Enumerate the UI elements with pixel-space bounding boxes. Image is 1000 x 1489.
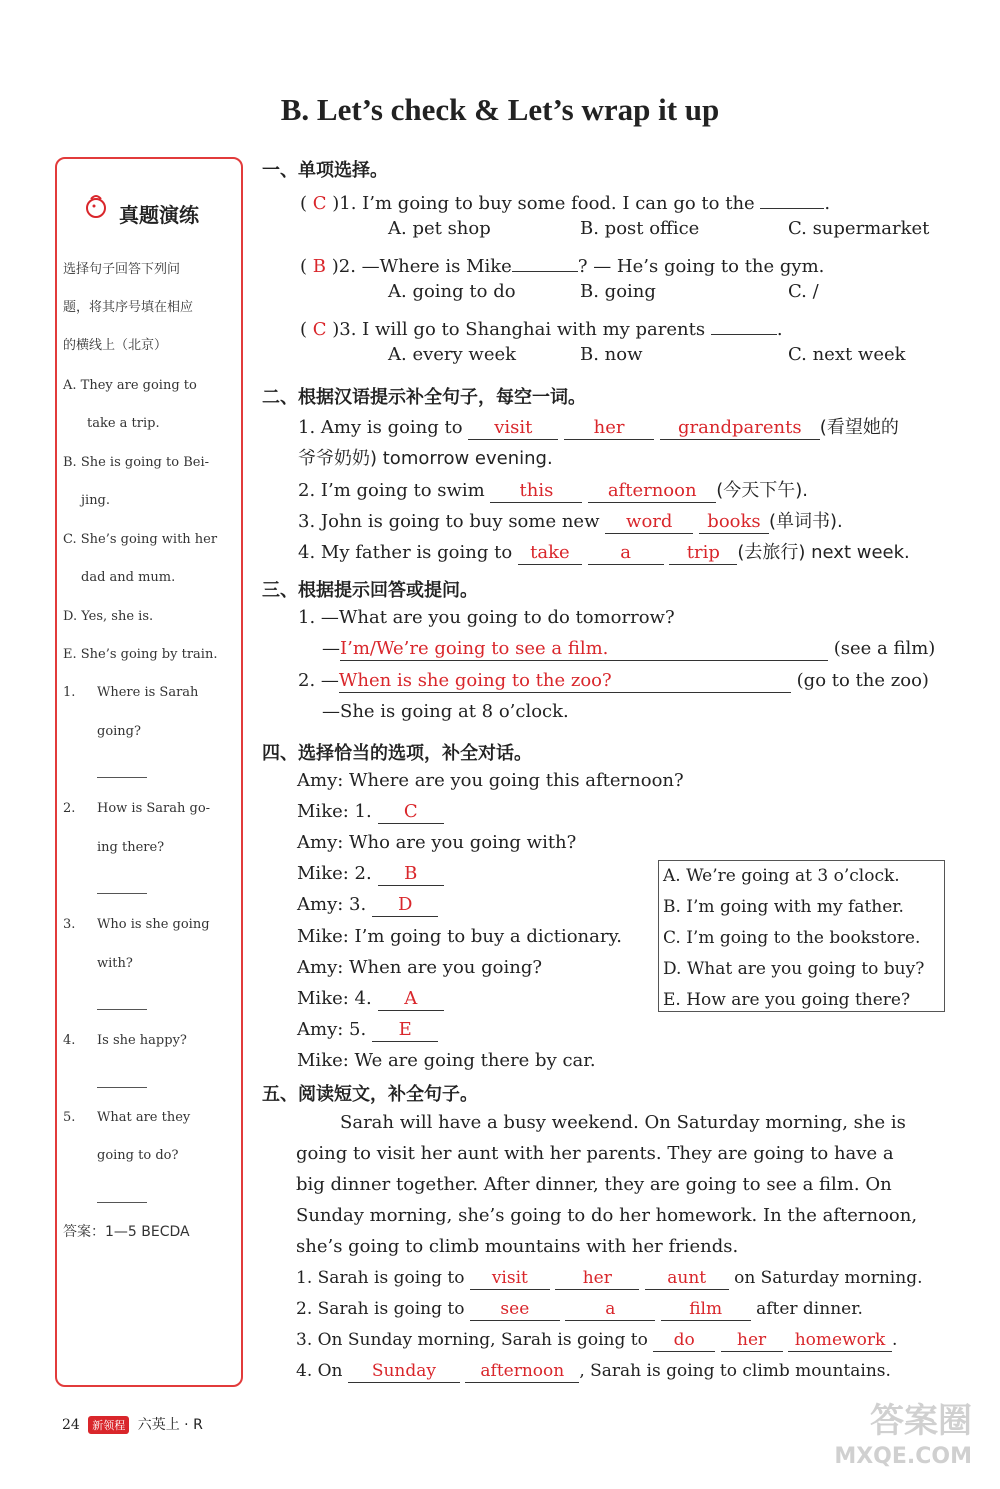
blank[interactable]: a — [565, 1298, 655, 1321]
page-number: 24 — [62, 1417, 80, 1433]
mc-answer-1[interactable]: C — [312, 193, 327, 214]
answer-line[interactable] — [97, 1009, 147, 1010]
dialog-line: Mike: I’m going to buy a dictionary. — [297, 926, 622, 947]
blank[interactable]: her — [721, 1329, 783, 1352]
mc-option[interactable]: A. pet shop — [388, 218, 491, 239]
sidebar-question-num: 3. — [63, 917, 76, 932]
mc-question-2: ( B )2. —Where is Mike ? — He’s going to the gym. — [300, 249, 824, 277]
read-fill-3: 3. On Sunday morning, Sarah is going to do her homework . — [296, 1330, 898, 1350]
passage-line: Sarah will have a busy weekend. On Saturday morning, she is — [340, 1112, 906, 1133]
blank[interactable]: Sunday — [348, 1360, 460, 1383]
blank[interactable]: a — [588, 542, 664, 565]
dialog-line: Amy: Where are you going this afternoon? — [297, 770, 684, 791]
read-fill-4: 4. On Sunday afternoon , Sarah is going to climb mountains. — [296, 1361, 891, 1381]
blank[interactable]: E — [372, 1019, 438, 1042]
blank[interactable]: word — [605, 511, 693, 534]
passage-line: she’s going to climb mountains with her friends. — [296, 1236, 739, 1257]
qa-reply-2: —She is going at 8 o’clock. — [322, 701, 569, 722]
mc-question-3: ( C )3. I will go to Shanghai with my parents . — [300, 312, 783, 340]
mc-answer-3[interactable]: C — [312, 319, 327, 340]
blank[interactable]: her — [555, 1267, 639, 1290]
mc-option[interactable]: C. next week — [788, 344, 906, 365]
sidebar-option: jing. — [81, 493, 111, 508]
sidebar-question-num: 4. — [63, 1033, 76, 1048]
sidebar-question: How is Sarah go- — [97, 801, 211, 816]
blank[interactable]: her — [564, 417, 654, 440]
sidebar-intro-3: 的横线上（北京） — [63, 338, 168, 353]
read-fill-2: 2. Sarah is going to see a film after dinner. — [296, 1299, 863, 1319]
footer — [62, 1414, 203, 1434]
blank[interactable] — [711, 312, 777, 335]
sidebar-question-num: 1. — [63, 685, 76, 700]
sidebar-question: Where is Sarah — [97, 685, 199, 700]
sidebar-question: with? — [97, 956, 133, 971]
grade-label: 六英上 · R — [137, 1417, 203, 1433]
blank[interactable]: trip — [669, 542, 737, 565]
blank[interactable]: grandparents — [660, 417, 820, 440]
box-option: A. We’re going at 3 o’clock. — [663, 866, 900, 886]
blank[interactable]: books — [699, 511, 769, 534]
read-fill-1: 1. Sarah is going to visit her aunt on Saturday morning. — [296, 1268, 923, 1288]
sidebar-intro-2: 题，将其序号填在相应 — [63, 300, 194, 315]
blank[interactable]: film — [661, 1298, 751, 1321]
sidebar-question: ing there? — [97, 840, 165, 855]
blank[interactable] — [760, 186, 824, 209]
rooster-icon — [81, 191, 111, 221]
options-box — [658, 860, 945, 1012]
blank[interactable] — [512, 249, 578, 272]
watermark: 答案圈 MXQE.COM — [834, 1401, 972, 1469]
blank[interactable]: see — [470, 1298, 560, 1321]
section-2-heading: 二、根据汉语提示补全句子，每空一词。 — [262, 387, 586, 408]
blank[interactable]: A — [378, 988, 444, 1011]
sidebar-option: dad and mum. — [81, 570, 176, 585]
section-1-heading: 一、单项选择。 — [262, 160, 388, 181]
box-option: B. I’m going with my father. — [663, 897, 904, 917]
sidebar-question: Is she happy? — [97, 1033, 187, 1048]
sidebar-option: B. She is going to Bei- — [63, 455, 209, 470]
mc-option[interactable]: A. going to do — [388, 281, 516, 302]
sidebar-heading: 真题演练 — [119, 203, 199, 227]
blank[interactable]: afternoon — [465, 1360, 579, 1383]
section-5-heading: 五、阅读短文，补全句子。 — [262, 1084, 478, 1105]
sidebar-question: going? — [97, 724, 141, 739]
box-option: D. What are you going to buy? — [663, 959, 925, 979]
dialog-line: Mike: We are going there by car. — [297, 1050, 596, 1071]
sidebar-question: Who is she going — [97, 917, 210, 932]
blank[interactable]: homework — [788, 1329, 892, 1352]
sidebar-option: C. She’s going with her — [63, 532, 218, 547]
blank[interactable]: D — [372, 894, 438, 917]
sidebar-question: going to do? — [97, 1148, 179, 1163]
dialog-line: Amy: When are you going? — [297, 957, 542, 978]
box-option: E. How are you going there? — [663, 990, 911, 1010]
blank[interactable]: visit — [470, 1267, 550, 1290]
blank[interactable]: I’m/We’re going to see a film. — [340, 638, 828, 661]
fill-line-1: 1. Amy is going to visit her grandparents (看望她的 — [298, 417, 899, 438]
answer-line[interactable] — [97, 1087, 147, 1088]
mc-option[interactable]: B. now — [580, 344, 643, 365]
section-3-heading: 三、根据提示回答或提问。 — [262, 580, 478, 601]
page-title: B. Let’s check & Let’s wrap it up — [280, 92, 720, 127]
mc-option[interactable]: B. post office — [580, 218, 700, 239]
blank[interactable]: this — [490, 480, 582, 503]
blank[interactable]: aunt — [645, 1267, 729, 1290]
dialog-line: Amy: 3. D — [297, 894, 438, 917]
qa-question-2: 2. —When is she going to the zoo? (go to the zoo) — [298, 670, 929, 691]
brand-logo: 新领程 — [88, 1416, 129, 1434]
passage-line: going to visit her aunt with her parents. They are going to have a — [296, 1143, 894, 1164]
sidebar-question: What are they — [97, 1110, 191, 1125]
blank[interactable]: B — [378, 863, 444, 886]
passage-line: big dinner together. After dinner, they are going to see a film. On — [296, 1174, 892, 1195]
mc-option[interactable]: B. going — [580, 281, 656, 302]
mc-option[interactable]: A. every week — [388, 344, 517, 365]
box-option: C. I’m going to the bookstore. — [663, 928, 921, 948]
answer-line[interactable] — [97, 893, 147, 894]
sidebar-option: A. They are going to — [63, 378, 197, 393]
practice-sidebar — [55, 157, 243, 1387]
blank[interactable]: take — [518, 542, 582, 565]
blank[interactable]: C — [378, 801, 444, 824]
sidebar-intro-1: 选择句子回答下列问 — [63, 262, 181, 277]
dialog-line: Mike: 4. A — [297, 988, 444, 1011]
blank[interactable]: visit — [468, 417, 558, 440]
section-4-heading: 四、选择恰当的选项，补全对话。 — [262, 743, 532, 764]
sidebar-question-num: 5. — [63, 1110, 76, 1125]
mc-option[interactable]: C. / — [788, 281, 819, 302]
sidebar-question-num: 2. — [63, 801, 76, 816]
qa-question-1: 1. —What are you going to do tomorrow? — [298, 607, 675, 628]
sidebar-answer: 答案：1—5 BECDA — [63, 1224, 190, 1240]
mc-option[interactable]: C. supermarket — [788, 218, 930, 239]
passage-line: Sunday morning, she’s going to do her homework. In the afternoon, — [296, 1205, 918, 1226]
blank[interactable]: afternoon — [588, 480, 716, 503]
sidebar-option: E. She’s going by train. — [63, 647, 218, 662]
answer-line[interactable] — [97, 777, 147, 778]
mc-question-1: ( C )1. I’m going to buy some food. I can go to the . — [300, 186, 830, 214]
fill-line-3: 3. John is going to buy some new word books (单词书). — [298, 511, 843, 532]
dialog-line: Mike: 2. B — [297, 863, 444, 886]
dialog-line: Amy: Who are you going with? — [297, 832, 577, 853]
fill-line-1b: 爷爷奶奶) tomorrow evening. — [298, 448, 553, 469]
qa-answer-1: —I’m/We’re going to see a film. (see a film) — [322, 638, 936, 659]
mc-answer-2[interactable]: B — [312, 256, 326, 277]
dialog-line: Amy: 5. E — [297, 1019, 438, 1042]
blank[interactable]: do — [653, 1329, 715, 1352]
sidebar-option: D. Yes, she is. — [63, 609, 154, 624]
fill-line-4: 4. My father is going to take a trip (去旅行) next week. — [298, 542, 910, 563]
fill-line-2: 2. I’m going to swim this afternoon (今天下午). — [298, 480, 808, 501]
dialog-line: Mike: 1. C — [297, 801, 444, 824]
sidebar-option: take a trip. — [87, 416, 160, 431]
answer-line[interactable] — [97, 1202, 147, 1203]
blank[interactable]: When is she going to the zoo? — [339, 670, 791, 693]
